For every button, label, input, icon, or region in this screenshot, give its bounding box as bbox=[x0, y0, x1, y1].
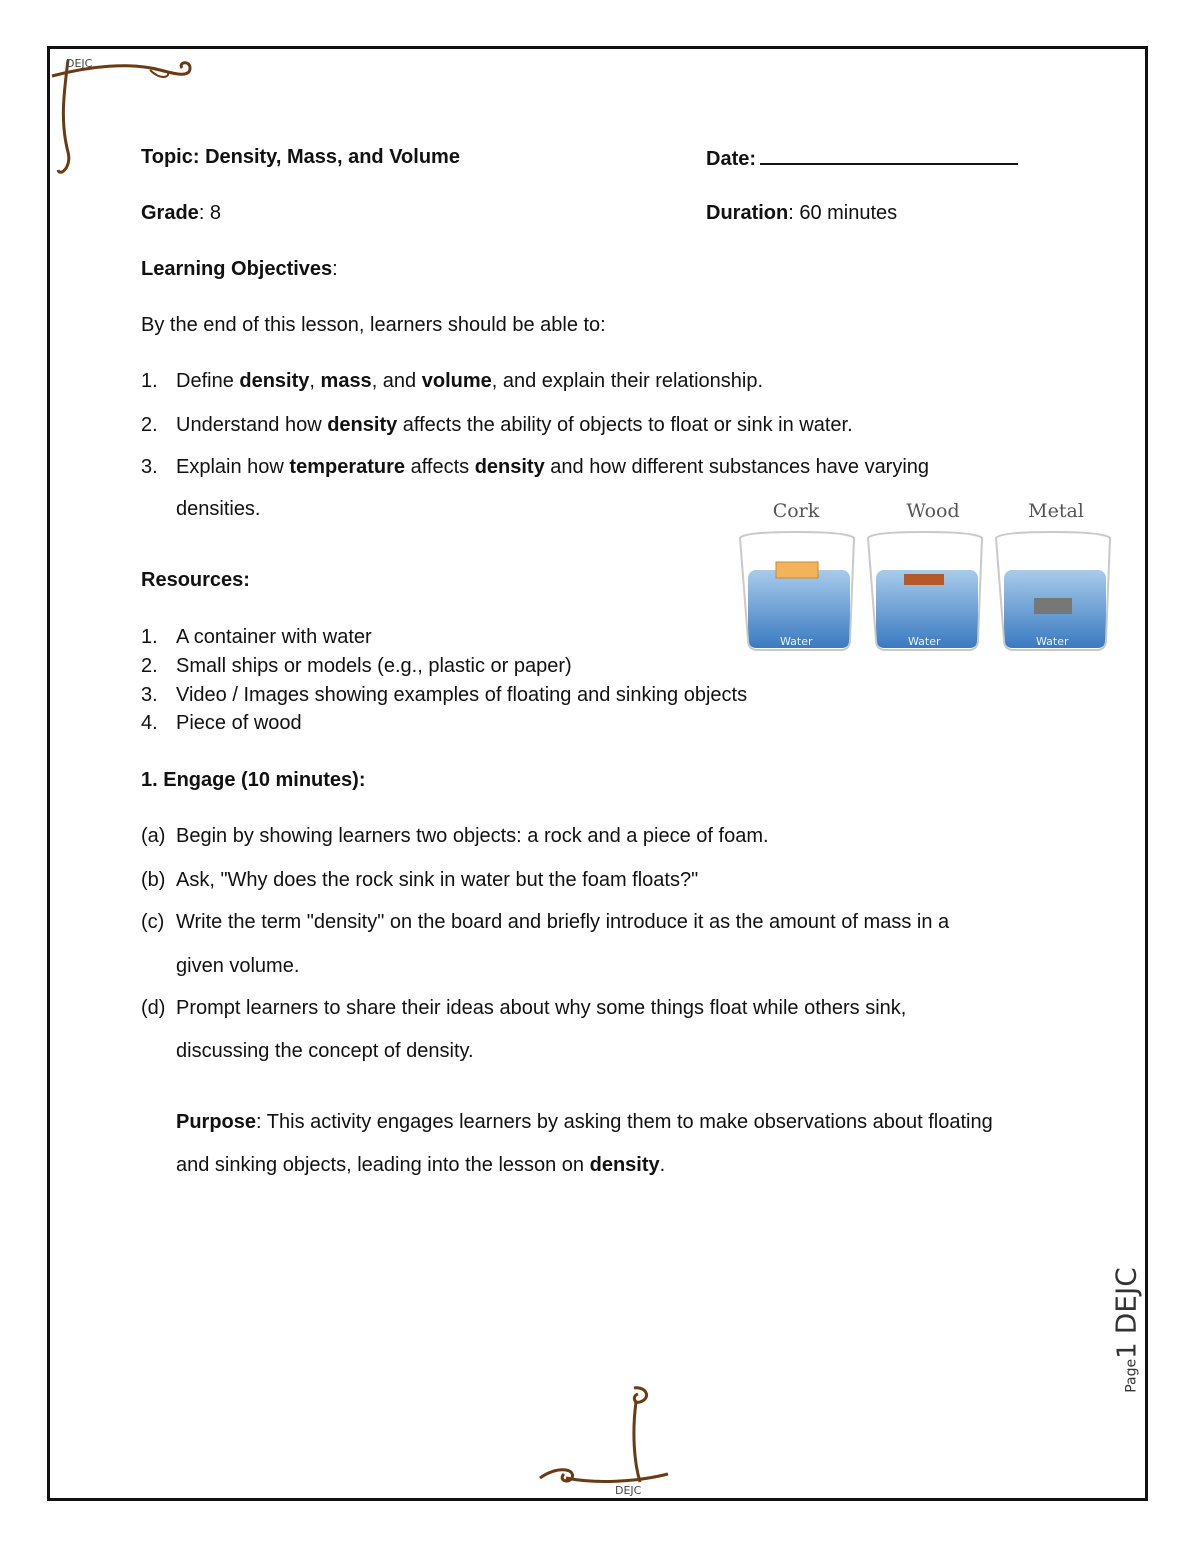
grade-label: Grade bbox=[141, 202, 199, 224]
date-label: Date: bbox=[706, 148, 757, 170]
purpose-line-continued: and sinking objects, leading into the lesson on density. bbox=[176, 1154, 666, 1176]
beaker-cork bbox=[740, 532, 854, 650]
grade-line bbox=[141, 201, 221, 225]
list-number: 1. bbox=[141, 626, 158, 648]
duration-line bbox=[706, 201, 897, 225]
purpose-text: : This activity engages learners by asking them to make observations about floating bbox=[256, 1111, 993, 1133]
figure-label-metal: Metal bbox=[1028, 500, 1084, 522]
figure-label-wood: Wood bbox=[906, 500, 960, 522]
objectives-heading bbox=[141, 257, 338, 281]
list-number: 1. bbox=[141, 370, 158, 392]
metal-block bbox=[1034, 598, 1072, 614]
water-label-1: Water bbox=[780, 635, 813, 648]
beaker-wood bbox=[868, 532, 982, 650]
wood-block bbox=[904, 574, 944, 585]
objectives-intro: By the end of this lesson, learners should be able to: bbox=[141, 314, 606, 336]
engage-heading: 1. Engage (10 minutes): bbox=[141, 769, 366, 791]
engage-text-continued: discussing the concept of density. bbox=[176, 1040, 474, 1062]
resource-text: A container with water bbox=[176, 626, 372, 648]
objective-text: Understand how density affects the ability of objects to float or sink in water. bbox=[176, 414, 853, 436]
grade-value: : 8 bbox=[198, 202, 222, 224]
cork-block bbox=[776, 562, 818, 578]
page-number: 1 bbox=[1112, 1342, 1143, 1359]
list-letter: (b) bbox=[141, 869, 166, 891]
page-footer-text bbox=[1110, 1267, 1143, 1393]
topic-line: Topic: Density, Mass, and Volume bbox=[141, 146, 460, 168]
corner-label-bottom: DEJC bbox=[615, 1484, 642, 1497]
objectives-heading-text: Learning Objectives bbox=[141, 258, 333, 280]
engage-text: Ask, "Why does the rock sink in water but the foam floats?" bbox=[176, 869, 699, 891]
date-blank-field[interactable] bbox=[760, 145, 1018, 165]
resource-text: Small ships or models (e.g., plastic or paper) bbox=[176, 655, 572, 677]
date-line bbox=[706, 145, 1018, 171]
list-number: 4. bbox=[141, 712, 158, 734]
purpose-line bbox=[176, 1110, 993, 1134]
objective-text: Define density, mass, and volume, and explain their relationship. bbox=[176, 370, 764, 392]
footer-org: DEJC bbox=[1109, 1267, 1143, 1335]
figure-label-cork: Cork bbox=[772, 500, 820, 522]
objective-text-continued: densities. bbox=[176, 498, 261, 520]
water-label-2: Water bbox=[908, 635, 941, 648]
water-label-3: Water bbox=[1036, 635, 1069, 648]
beaker-metal bbox=[996, 532, 1110, 650]
list-number: 2. bbox=[141, 414, 158, 436]
list-letter: (a) bbox=[141, 825, 166, 847]
corner-label-top: DEJC bbox=[66, 57, 93, 70]
page-footer bbox=[1106, 1250, 1146, 1410]
list-number: 2. bbox=[141, 655, 158, 677]
list-number: 3. bbox=[141, 456, 158, 478]
duration-value: : 60 minutes bbox=[788, 202, 898, 224]
engage-text-continued: given volume. bbox=[176, 955, 300, 977]
engage-text: Write the term "density" on the board and briefly introduce it as the amount of mass in a bbox=[176, 911, 950, 933]
list-number: 3. bbox=[141, 684, 158, 706]
resources-heading: Resources: bbox=[141, 569, 250, 591]
resource-text: Video / Images showing examples of floating and sinking objects bbox=[176, 684, 748, 706]
purpose-bold-term: density bbox=[589, 1154, 660, 1176]
purpose-label: Purpose bbox=[176, 1111, 257, 1133]
list-letter: (d) bbox=[141, 997, 166, 1019]
objective-text: Explain how temperature affects density and how different substances have varying bbox=[176, 456, 930, 478]
resource-text: Piece of wood bbox=[176, 712, 302, 734]
corner-flourish-bottom bbox=[536, 1382, 676, 1494]
engage-text: Begin by showing learners two objects: a rock and a piece of foam. bbox=[176, 825, 769, 847]
density-beakers-figure bbox=[736, 500, 1112, 660]
duration-label: Duration bbox=[706, 202, 789, 224]
purpose-text-continued: and sinking objects, leading into the lesson on bbox=[176, 1154, 590, 1176]
engage-text: Prompt learners to share their ideas about why some things float while others sink, bbox=[176, 997, 907, 1019]
page-word: Page bbox=[1123, 1358, 1140, 1393]
list-letter: (c) bbox=[141, 911, 165, 933]
corner-flourish-top-left bbox=[50, 52, 200, 192]
objectives-heading-colon: : bbox=[332, 258, 338, 280]
